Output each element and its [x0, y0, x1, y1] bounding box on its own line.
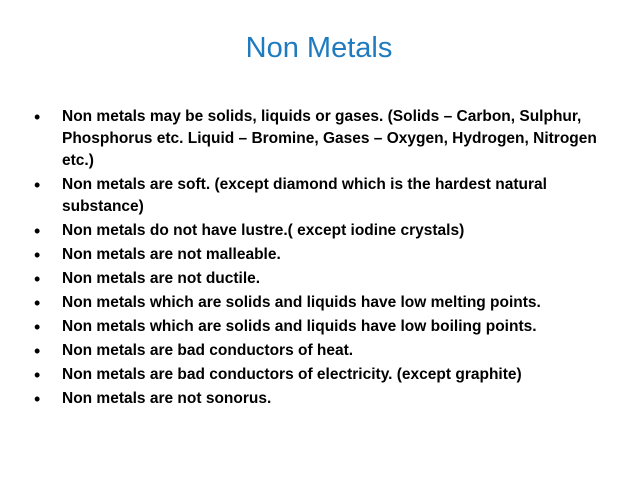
bullet-dot-icon: • — [34, 269, 41, 289]
bullet-text: Non metals are soft. (except diamond which is the hardest natural substance) — [62, 176, 547, 215]
bullet-item — [34, 174, 614, 218]
bullet-text: Non metals which are solids and liquids have low boiling points. — [62, 318, 537, 335]
bullet-item — [34, 220, 614, 242]
bullet-item — [34, 316, 614, 338]
bullet-item — [34, 268, 614, 290]
bullet-dot-icon: • — [34, 365, 41, 385]
bullet-dot-icon: • — [34, 245, 41, 265]
bullet-text: Non metals are not malleable. — [62, 246, 281, 263]
bullet-dot-icon: • — [34, 389, 41, 409]
bullet-dot-icon: • — [34, 221, 41, 241]
bullet-dot-icon: • — [34, 175, 41, 195]
bullet-dot-icon: • — [34, 317, 41, 337]
bullet-text: Non metals are not ductile. — [62, 270, 261, 287]
bullet-item — [34, 106, 614, 172]
bullet-text: Non metals are bad conductors of heat. — [62, 342, 354, 359]
slide-title: Non Metals — [245, 32, 393, 64]
bullet-dot-icon: • — [34, 293, 41, 313]
bullet-dot-icon: • — [34, 341, 41, 361]
bullet-text: Non metals are not sonorus. — [62, 390, 272, 407]
bullet-item — [34, 340, 614, 362]
bullet-text: Non metals are bad conductors of electricity. (except graphite) — [62, 366, 522, 383]
bullet-item — [34, 244, 614, 266]
bullet-text: Non metals do not have lustre.( except iodine crystals) — [62, 222, 465, 239]
bullet-item — [34, 364, 614, 386]
bullet-item — [34, 388, 614, 410]
bullet-text: Non metals which are solids and liquids have low melting points. — [62, 294, 541, 311]
bullet-dot-icon: • — [34, 107, 41, 127]
bullet-item — [34, 292, 614, 314]
bullet-text: Non metals may be solids, liquids or gases. (Solids – Carbon, Sulphur, Phosphorus etc. Liquid – Bromine, Gases – Oxygen, Hydrogen, Nitrogen etc.) — [62, 108, 597, 169]
bullet-list — [34, 106, 614, 412]
